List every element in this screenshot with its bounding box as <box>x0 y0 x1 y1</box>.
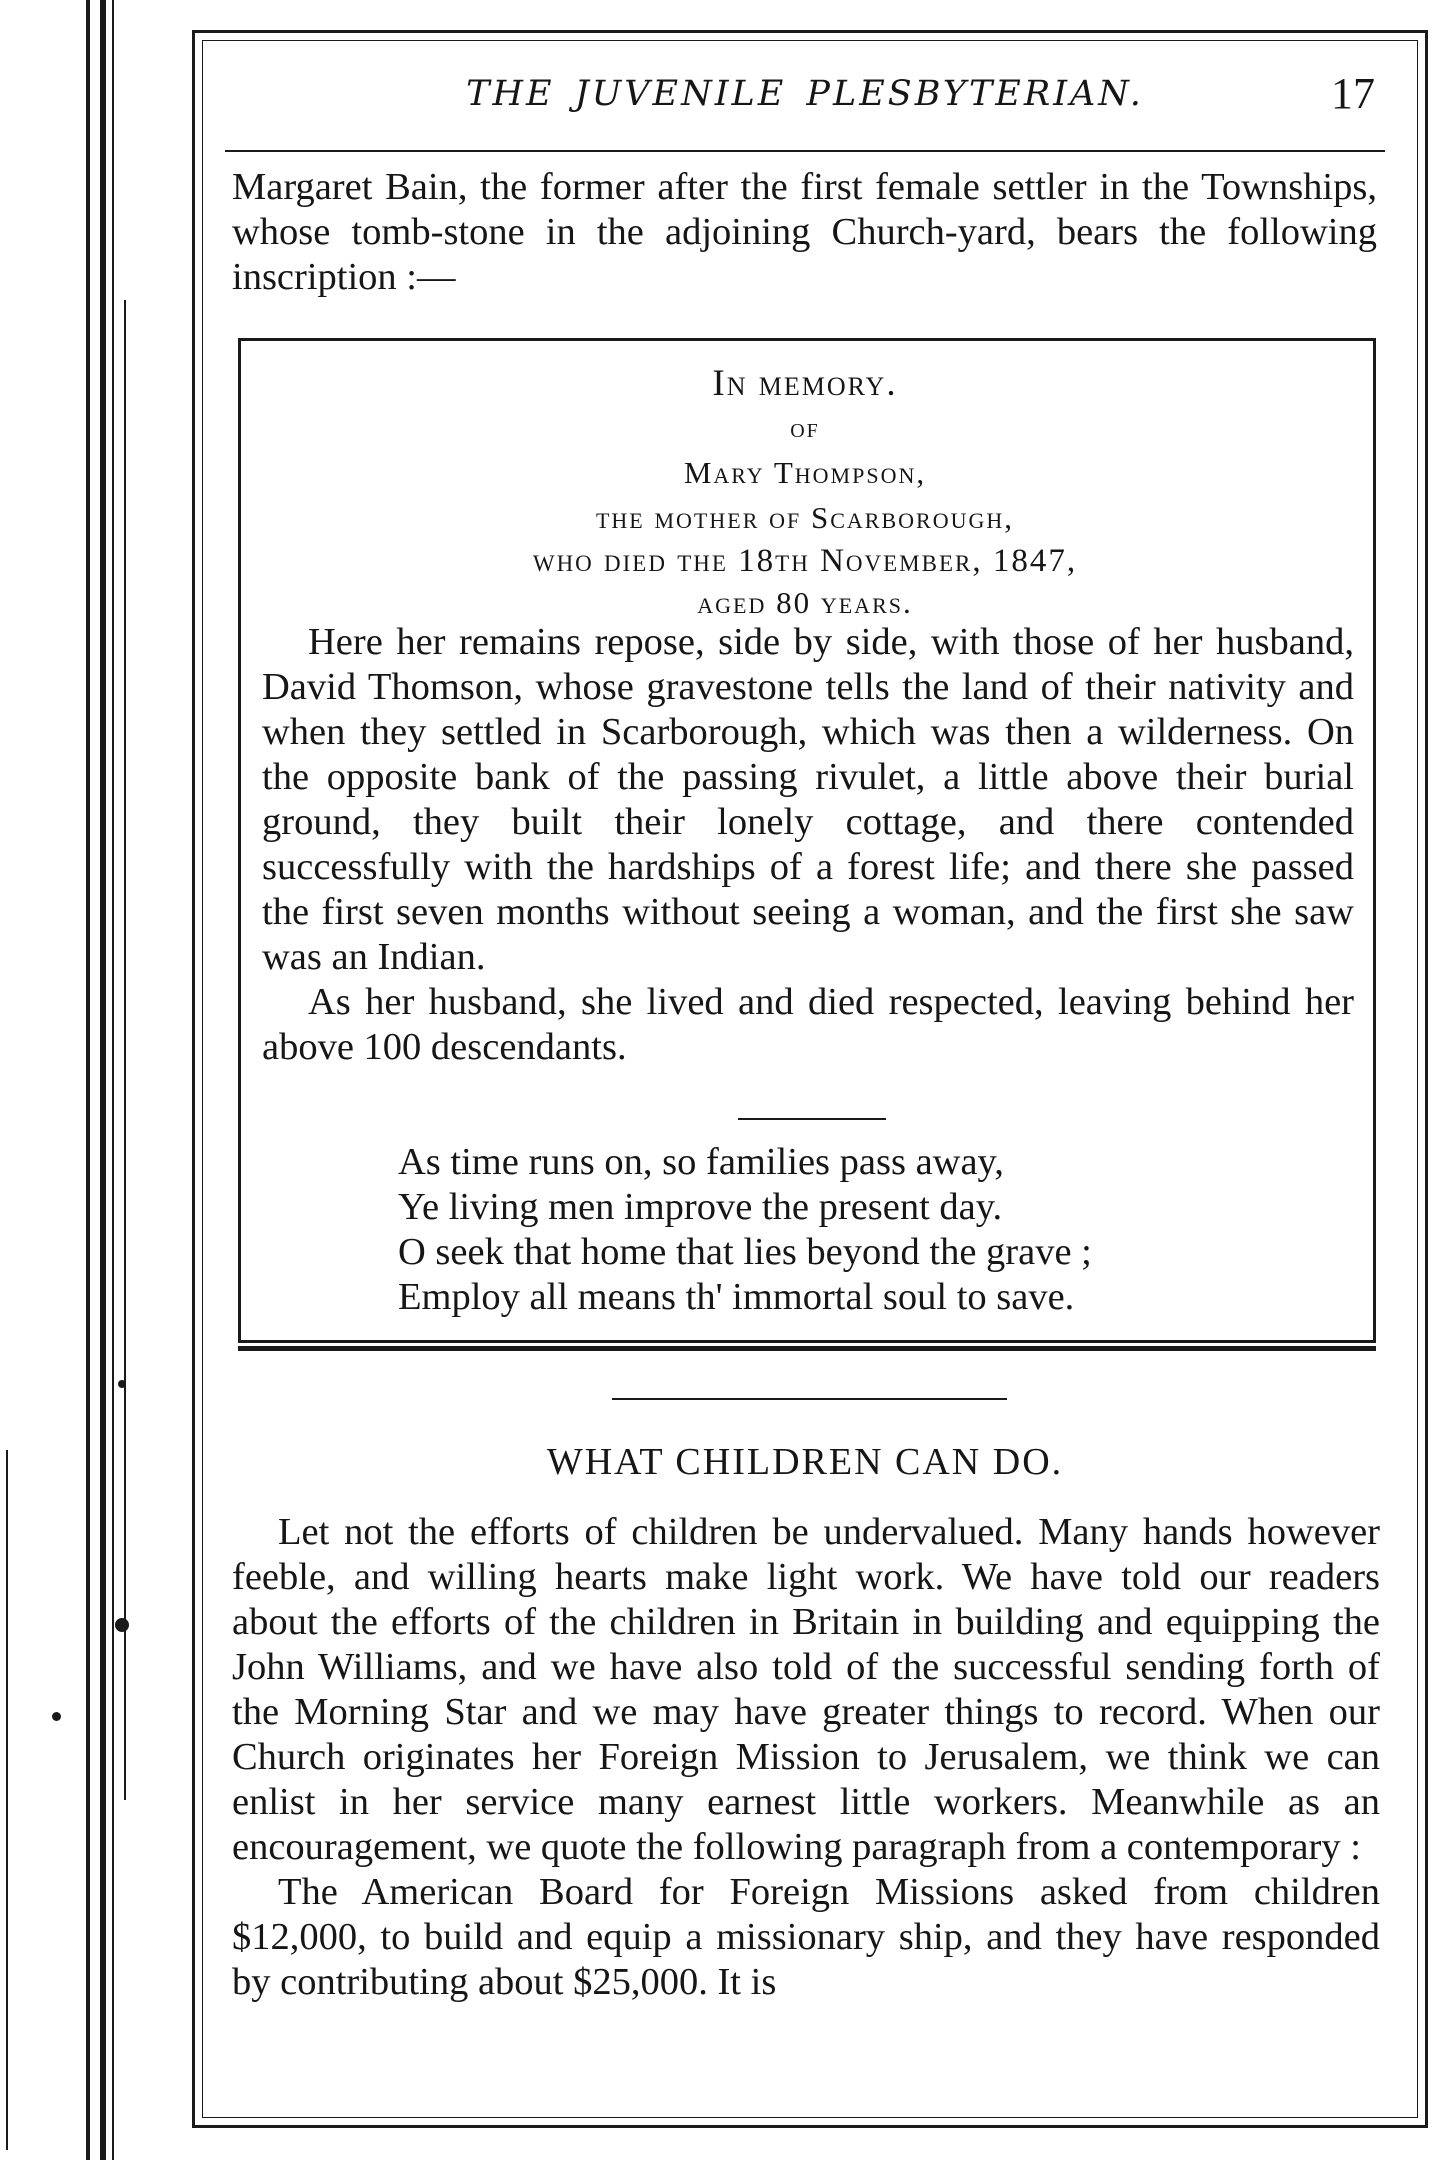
verse-line: O seek that home that lies beyond the grave ; <box>398 1231 1092 1273</box>
binding-gutter <box>0 0 140 2160</box>
page-number: 17 <box>1331 69 1375 118</box>
running-head <box>225 68 1385 124</box>
epitaph-verse <box>398 1140 1298 1320</box>
inscription-age: aged 80 years. <box>697 585 913 620</box>
inscription-paragraph: As her husband, she lived and died respected, leaving behind her above 100 descendants. <box>262 981 1354 1068</box>
gutter-rule <box>86 0 90 2160</box>
inscription-death-date: who died the 18th November, 1847, <box>532 543 1078 579</box>
section-separator-rule <box>612 1398 1007 1400</box>
gutter-dot <box>115 1618 129 1632</box>
gutter-dot <box>118 1380 126 1388</box>
gutter-rule <box>112 0 114 2160</box>
gutter-rule <box>6 1450 8 2150</box>
article-paragraph: The American Board for Foreign Missions asked from children $12,000, to build and equip a missionary ship, and they have responded by contributing about $25,000. It is <box>232 1871 1380 2003</box>
article-paragraph: Let not the efforts of children be undervalued. Many hands however feeble, and willing hearts make light work. We have told our readers about the efforts of the children in Britain in building and equipping the John Williams, and we have also told of the successful sending forth of the Morning Star and we may have greater things to record. When our Church originates her Foreign Mission to Jerusalem, we think we can enlist in her service many earnest little workers. Meanwhile as an encouragement, we quote the following paragraph from a contemporary : <box>232 1511 1380 1868</box>
inscription-divider <box>738 1118 886 1120</box>
article-title: WHAT CHILDREN CAN DO. <box>546 1441 1064 1483</box>
inscription-heading: In memory. <box>712 363 898 404</box>
running-head-rule <box>225 150 1385 152</box>
inscription-body <box>262 620 1354 1070</box>
inscription-name: Mary Thompson, <box>683 455 927 490</box>
inscription-box-bottom-rule <box>238 1346 1376 1351</box>
running-title: THE JUVENILE PLESBYTERIAN. <box>466 74 1144 114</box>
inscription-line-of: of <box>790 412 820 444</box>
verse-line: As time runs on, so families pass away, <box>398 1141 1004 1183</box>
intro-paragraph: Margaret Bain, the former after the first female settler in the Townships, whose tomb-stone in the adjoining Church-yard, bears the following inscription :— <box>232 166 1377 298</box>
gutter-dot <box>52 1712 61 1721</box>
article-body <box>232 1510 1380 2005</box>
inscription-title: the mother of Scarborough, <box>595 500 1015 535</box>
gutter-rule <box>100 0 106 2160</box>
gutter-rule <box>124 300 126 1800</box>
verse-line: Employ all means th' immortal soul to save. <box>398 1276 1075 1318</box>
inscription-paragraph: Here her remains repose, side by side, with those of her husband, David Thomson, whose gravestone tells the land of their nativity and when they settled in Scarborough, which was then a wilderness. On the opposite bank of the passing rivulet, a little above their burial ground, they built their lonely cottage, and there contended successfully with the hardships of a forest life; and there she passed the first seven months without seeing a woman, and the first she saw was an Indian. <box>262 621 1354 978</box>
verse-line: Ye living men improve the present day. <box>398 1186 1003 1228</box>
